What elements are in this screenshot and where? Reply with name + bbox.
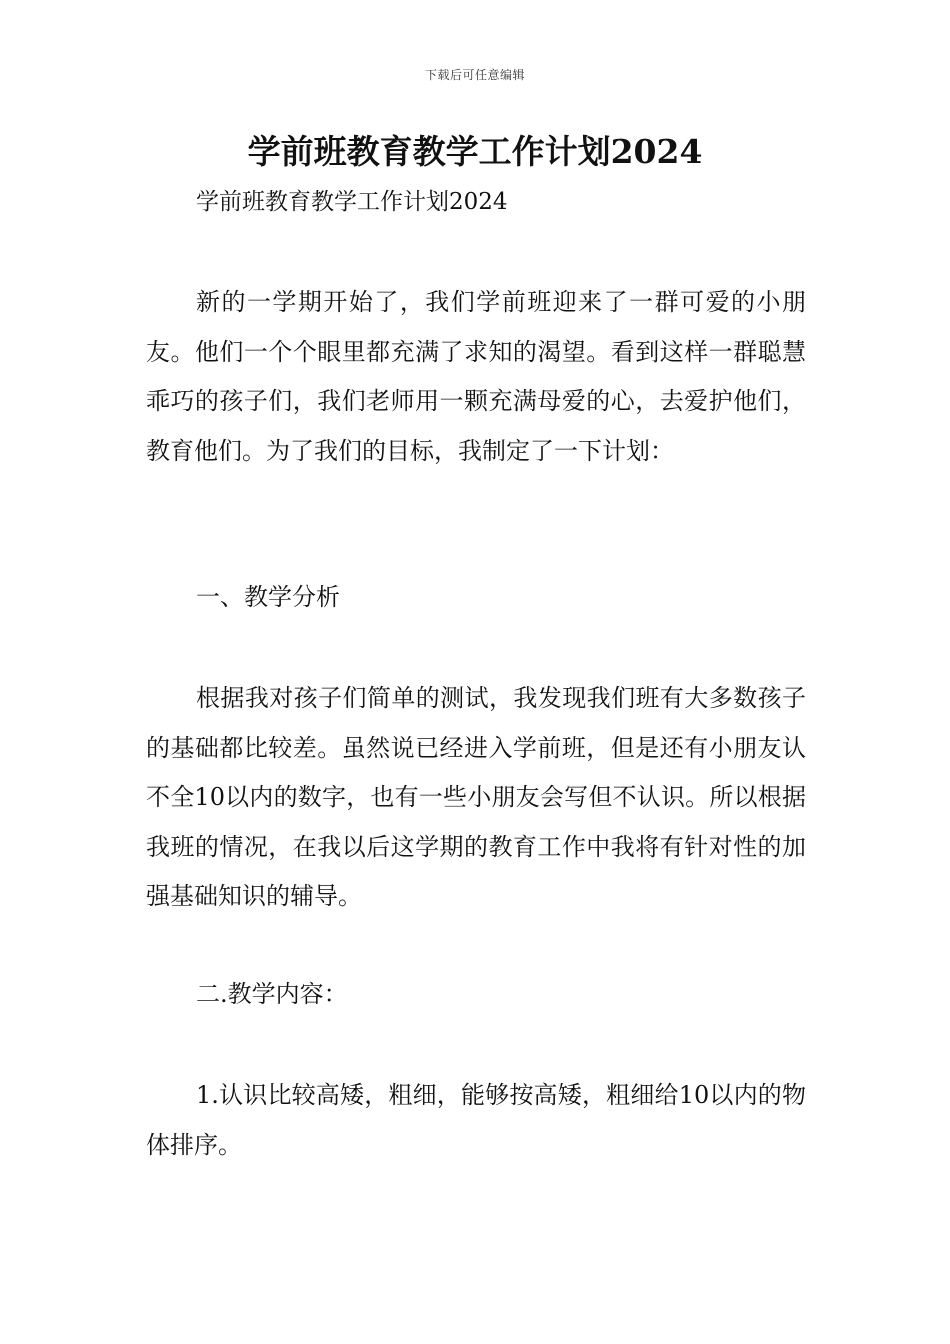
analysis-paragraph: 根据我对孩子们简单的测试，我发现我们班有大多数孩子的基础都比较差。虽然说已经进入学前班，但是还有小朋友认不全10以内的数字，也有一些小朋友会写但不认识。所以根据我班的情况，在我以后这学期的教育工作中我将有针对性的加强基础知识的辅导。 xyxy=(146,684,806,910)
section-heading-content: 二.教学内容： xyxy=(196,980,348,1008)
header-note: 下载后可任意编辑 xyxy=(424,68,525,82)
content-item-1: 1.认识比较高矮，粗细，能够按高矮，粗细给10以内的物体排序。 xyxy=(146,1081,806,1159)
section-heading-analysis: 一、教学分析 xyxy=(196,583,340,611)
document-title: 学前班教育教学工作计划2024 xyxy=(247,132,703,171)
intro-paragraph: 新的一学期开始了，我们学前班迎来了一群可爱的小朋友。他们一个个眼里都充满了求知的渴望。看到这样一群聪慧乖巧的孩子们，我们老师用一颗充满母爱的心，去爱护他们，教育他们。为了我们的目标，我制定了一下计划： xyxy=(146,288,806,465)
document-subtitle: 学前班教育教学工作计划2024 xyxy=(196,189,508,215)
